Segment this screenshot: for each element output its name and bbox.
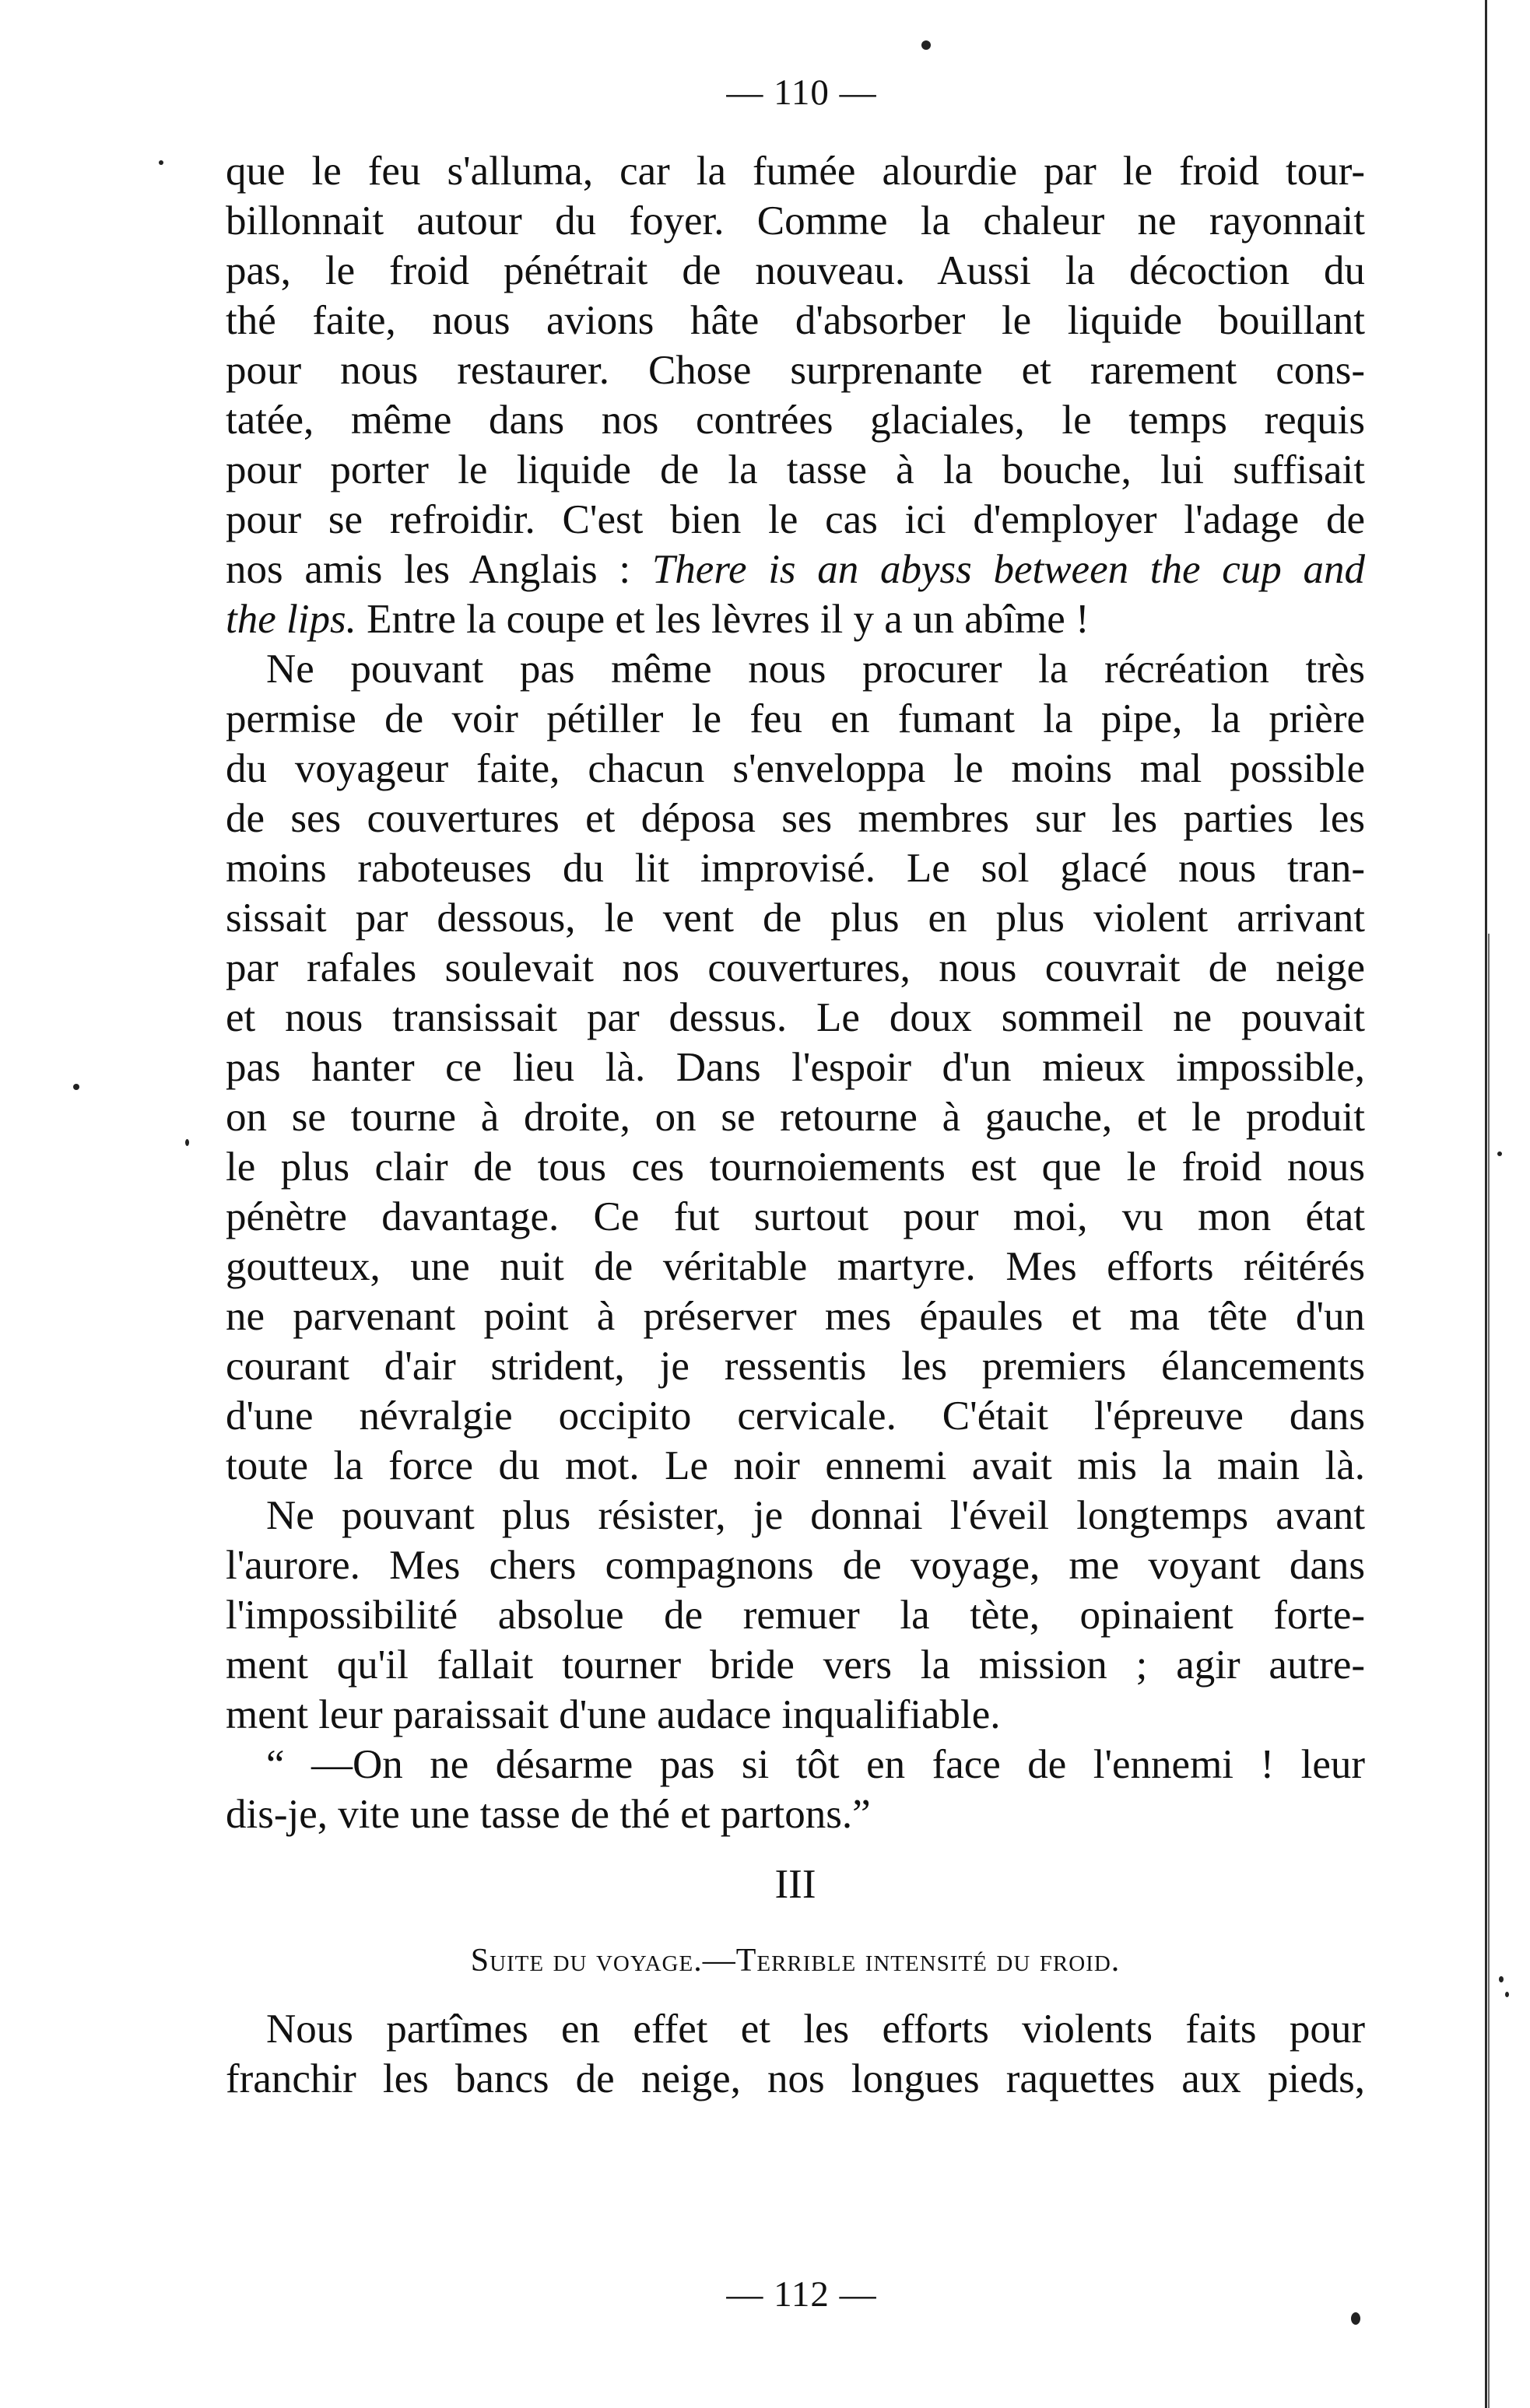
text-line: franchir les bancs de neige, nos longues raquettes aux pieds, — [226, 2056, 1365, 2101]
text-line: le plus clair de tous ces tournoiements est que le froid nous — [226, 1144, 1365, 1190]
text-line: thé faite, nous avions hâte d'absorber le liquide bouillant — [226, 298, 1365, 343]
text-line: permise de voir pétiller le feu en fumant la pipe, la prière — [226, 696, 1365, 741]
text-line: sissait par dessous, le vent de plus en plus violent arrivant — [226, 896, 1365, 941]
english-quote: There is an abyss between the cup and — [651, 547, 1365, 592]
scan-speck — [1351, 2312, 1360, 2325]
text-line-with-quote — [226, 545, 1365, 594]
text-line: Ne pouvant pas même nous procurer la récréation très — [266, 647, 1365, 692]
scan-speck — [185, 1139, 189, 1146]
section-number: III — [774, 1862, 816, 1907]
text-line: pour se refroidir. C'est bien le cas ici d'employer l'adage de — [226, 497, 1365, 542]
text-line: du voyageur faite, chacun s'enveloppa le moins mal possible — [226, 746, 1365, 791]
scan-speck — [159, 160, 163, 165]
text-fragment: Entre la coupe et les lèvres il y a un abîme ! — [356, 597, 1090, 642]
text-line: et nous transissait par dessus. Le doux sommeil ne pouvait — [226, 995, 1365, 1040]
text-line: moins raboteuses du lit improvisé. Le sol glacé nous tran- — [226, 846, 1365, 891]
scan-speck — [73, 1084, 79, 1090]
text-line: ment leur paraissait d'une audace inqualifiable. — [226, 1692, 1001, 1737]
text-fragment: nos amis les Anglais : — [226, 547, 652, 592]
text-line: pas hanter ce lieu là. Dans l'espoir d'un mieux impossible, — [226, 1045, 1365, 1090]
text-line: dis-je, vite une tasse de thé et partons.” — [226, 1792, 871, 1837]
text-line: tatée, même dans nos contrées glaciales, le temps requis — [226, 398, 1365, 443]
text-line: par rafales soulevait nos couvertures, nous couvrait de neige — [226, 945, 1365, 990]
text-line: d'une névralgie occipito cervicale. C'était l'épreuve dans — [226, 1393, 1365, 1439]
text-line: toute la force du mot. Le noir ennemi avait mis la main là. — [226, 1443, 1365, 1488]
page-number-top: — 110 — — [726, 72, 877, 113]
text-line: ne parvenant point à préserver mes épaules et ma tête d'un — [226, 1294, 1365, 1339]
section-spacer — [226, 1998, 1365, 2004]
text-line: courant d'air strident, je ressentis les premiers élancements — [226, 1344, 1365, 1389]
text-line: Ne pouvant plus résister, je donnai l'éveil longtemps avant — [266, 1493, 1365, 1538]
text-line: pour nous restaurer. Chose surprenante et rarement cons- — [226, 348, 1365, 393]
english-quote-end: the lips. — [226, 597, 356, 642]
text-line: Nous partîmes en effet et les efforts violents faits pour — [266, 2007, 1365, 2052]
text-line: “ —On ne désarme pas si tôt en face de l'ennemi ! leur — [266, 1742, 1365, 1787]
text-line: que le feu s'alluma, car la fumée alourdie par le froid tour- — [226, 149, 1365, 194]
section-title: Suite du voyage.—Terrible intensité du froid. — [470, 1943, 1121, 1979]
scan-page-edge-shadow — [1488, 934, 1490, 2408]
text-line-with-quote — [226, 594, 1365, 644]
text-line: pour porter le liquide de la tasse à la bouche, lui suffisait — [226, 447, 1365, 492]
text-line: on se tourne à droite, on se retourne à gauche, et le produit — [226, 1095, 1365, 1140]
text-line: goutteux, une nuit de véritable martyre. Mes efforts réitérés — [226, 1244, 1365, 1289]
scan-speck — [1497, 1151, 1502, 1156]
scan-page-edge — [1485, 0, 1487, 2408]
page-body — [226, 146, 1365, 2104]
text-line: de ses couvertures et déposa ses membres sur les parties les — [226, 796, 1365, 841]
text-line: pas, le froid pénétrait de nouveau. Aussi la décoction du — [226, 248, 1365, 293]
scan-speck — [921, 40, 931, 50]
text-line: ment qu'il fallait tourner bride vers la mission ; agir autre- — [226, 1642, 1365, 1688]
text-line: l'aurore. Mes chers compagnons de voyage, me voyant dans — [226, 1543, 1365, 1588]
page-number-bottom: — 112 — — [726, 2274, 877, 2315]
text-line: pénètre davantage. Ce fut surtout pour moi, vu mon état — [226, 1194, 1365, 1239]
scan-speck — [1499, 1976, 1504, 1982]
text-line: billonnait autour du foyer. Comme la chaleur ne rayonnait — [226, 198, 1365, 244]
scan-speck — [1505, 1992, 1509, 1997]
text-line: l'impossibilité absolue de remuer la tète, opinaient forte- — [226, 1593, 1365, 1638]
